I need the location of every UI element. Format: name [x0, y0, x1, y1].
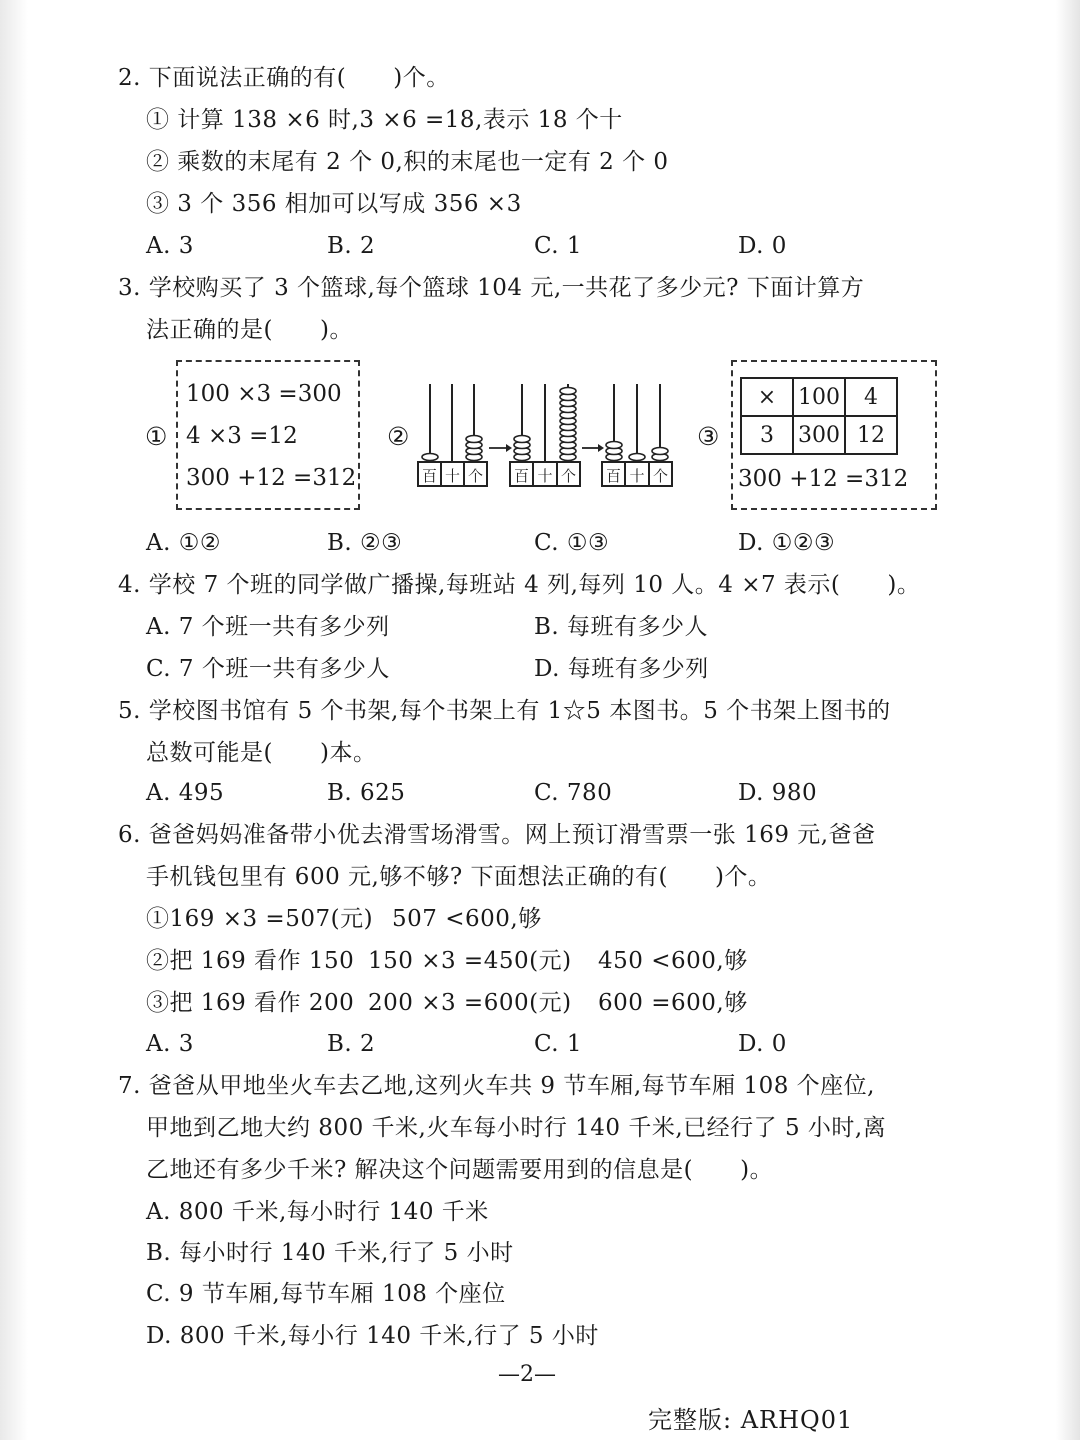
q6-option-a: A. 3: [146, 1031, 194, 1057]
q3-stem-line-2: 法正确的是( )。: [146, 317, 353, 343]
q2-option-b: B. 2: [327, 233, 376, 259]
table-row: [741, 416, 897, 454]
q6-item-2-calc: 150 ×3 =450(元): [368, 948, 572, 974]
q6-stem-line-2: 手机钱包里有 600 元,够不够? 下面想法正确的有( )个。: [146, 864, 772, 890]
q4-option-d: D. 每班有多少列: [534, 656, 709, 682]
abacus-3-label-ones: 个: [652, 467, 669, 485]
q7-option-d: D. 800 千米,每小行 140 千米,行了 5 小时: [146, 1323, 599, 1349]
q6-item-3-estimate: ③把 169 看作 200: [146, 990, 355, 1016]
abacus-1: [418, 384, 487, 486]
q6-option-d: D. 0: [738, 1031, 787, 1057]
abacus-3-label-tens: 十: [629, 467, 645, 485]
q7-option-b: B. 每小时行 140 千米,行了 5 小时: [146, 1240, 514, 1266]
abacus-1-label-ones: 个: [467, 467, 484, 485]
abacus-3: [602, 384, 672, 486]
q2-stem: 2. 下面说法正确的有( )个。: [118, 65, 450, 91]
q5-option-c: C. 780: [534, 780, 613, 806]
q4-option-a: A. 7 个班一共有多少列: [146, 614, 390, 640]
abacus-3-label-hundreds: 百: [605, 467, 622, 485]
q7-stem-line-3: 乙地还有多少千米? 解决这个问题需要用到的信息是( )。: [146, 1157, 774, 1183]
q3-option-a: A. ①②: [146, 530, 221, 556]
table-cell: 3: [741, 416, 793, 454]
q3-method-3-sum: 300 +12 =312: [738, 466, 909, 492]
q5-option-d: D. 980: [738, 780, 818, 806]
table-cell: 4: [845, 378, 897, 416]
q3-method-1-line-3: 300 +12 =312: [186, 465, 357, 491]
q6-stem-line-1: 6. 爸爸妈妈准备带小优去滑雪场滑雪。网上预订滑雪票一张 169 元,爸爸: [118, 822, 876, 848]
abacus-2-label-ones: 个: [560, 467, 577, 485]
abacus-2-label-tens: 十: [537, 467, 553, 485]
q2-item-2: ② 乘数的末尾有 2 个 0,积的末尾也一定有 2 个 0: [146, 149, 669, 175]
q6-item-1-calc: ①169 ×3 =507(元): [146, 906, 374, 932]
arrow-2-head: [598, 444, 604, 452]
q2-option-c: C. 1: [534, 233, 583, 259]
page-number: —2—: [498, 1362, 556, 1387]
table-cell: 100: [793, 378, 845, 416]
q2-item-3: ③ 3 个 356 相加可以写成 356 ×3: [146, 191, 522, 217]
version-code: 完整版: ARHQ01: [648, 1406, 854, 1434]
page-shadow-right: [1056, 0, 1080, 1440]
q7-stem-line-1: 7. 爸爸从甲地坐火车去乙地,这列火车共 9 节车厢,每节车厢 108 个座位,: [118, 1073, 875, 1099]
q3-option-b: B. ②③: [327, 530, 403, 556]
q3-option-c: C. ①③: [534, 530, 610, 556]
abacus-diagram: [412, 378, 682, 492]
abacus-2: [510, 384, 580, 486]
q3-method-1-line-2: 4 ×3 =12: [186, 423, 298, 449]
q5-option-b: B. 625: [327, 780, 406, 806]
q7-option-c: C. 9 节车厢,每节车厢 108 个座位: [146, 1281, 506, 1307]
q6-item-1-compare: 507 <600,够: [392, 906, 542, 932]
q3-method-3-label: ③: [697, 422, 720, 451]
q6-item-2-estimate: ②把 169 看作 150: [146, 948, 355, 974]
q3-method-1-label: ①: [145, 422, 168, 451]
q4-stem: 4. 学校 7 个班的同学做广播操,每班站 4 列,每列 10 人。4 ×7 表示( )。: [118, 572, 921, 598]
abacus-1-label-hundreds: 百: [421, 467, 438, 485]
table-row: [741, 378, 897, 416]
q3-method-3-table: [740, 377, 898, 455]
q3-method-1-line-1: 100 ×3 =300: [186, 381, 342, 407]
abacus-2-label-hundreds: 百: [513, 467, 530, 485]
q4-option-b: B. 每班有多少人: [534, 614, 709, 640]
table-cell: 300: [793, 416, 845, 454]
q5-stem-line-1: 5. 学校图书馆有 5 个书架,每个书架上有 1☆5 本图书。5 个书架上图书的: [118, 698, 891, 724]
q6-item-2-compare: 450 <600,够: [598, 948, 748, 974]
q3-method-2-label: ②: [387, 422, 410, 451]
table-cell: ×: [741, 378, 793, 416]
q7-stem-line-2: 甲地到乙地大约 800 千米,火车每小时行 140 千米,已经行了 5 小时,离: [146, 1115, 887, 1141]
q2-item-1: ① 计算 138 ×6 时,3 ×6 =18,表示 18 个十: [146, 107, 623, 133]
q2-option-a: A. 3: [146, 233, 194, 259]
q5-stem-line-2: 总数可能是( )本。: [146, 740, 377, 766]
q6-item-3-compare: 600 =600,够: [598, 990, 748, 1016]
q5-option-a: A. 495: [146, 780, 225, 806]
q7-option-a: A. 800 千米,每小时行 140 千米: [146, 1199, 489, 1225]
q6-option-c: C. 1: [534, 1031, 583, 1057]
q3-option-d: D. ①②③: [738, 530, 836, 556]
arrow-1-head: [506, 444, 512, 452]
abacus-1-label-tens: 十: [444, 467, 461, 485]
q6-option-b: B. 2: [327, 1031, 376, 1057]
q3-stem-line-1: 3. 学校购买了 3 个篮球,每个篮球 104 元,一共花了多少元? 下面计算方: [118, 275, 865, 301]
page-shadow-left: [0, 0, 28, 1440]
q4-option-c: C. 7 个班一共有多少人: [146, 656, 390, 682]
q2-option-d: D. 0: [738, 233, 787, 259]
table-cell: 12: [845, 416, 897, 454]
q6-item-3-calc: 200 ×3 =600(元): [368, 990, 572, 1016]
